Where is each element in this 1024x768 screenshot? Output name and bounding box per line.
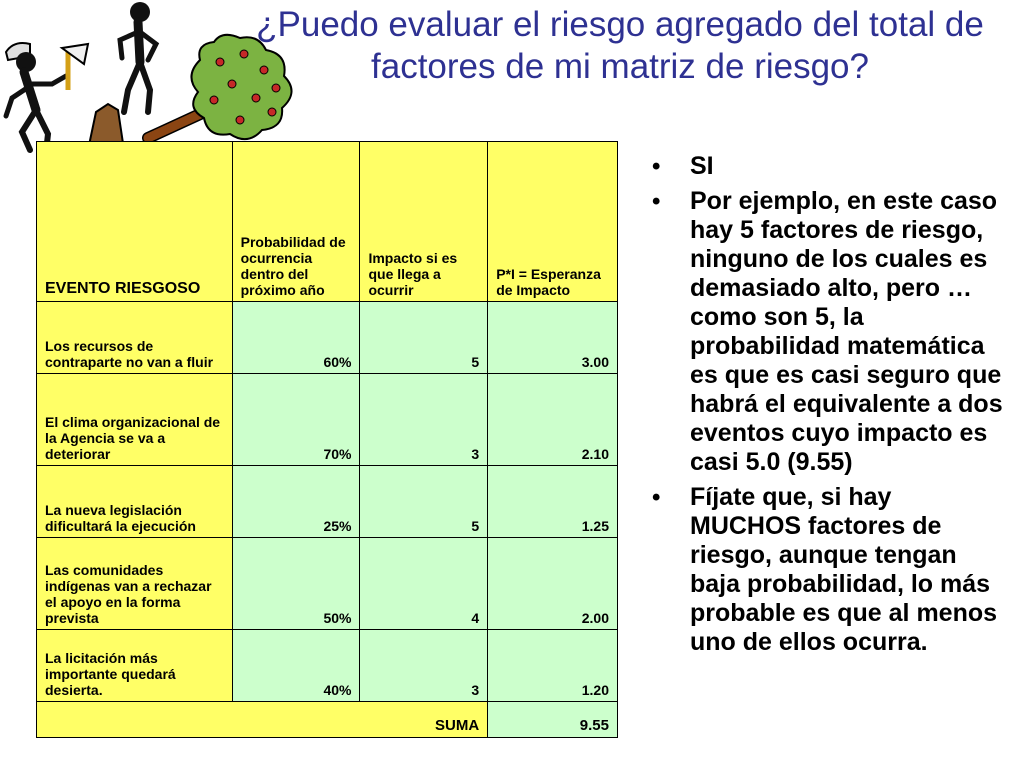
esperanza-cell: 2.10: [488, 374, 618, 466]
table-row: [37, 302, 618, 374]
esperanza-cell: 1.25: [488, 466, 618, 538]
esperanza-cell: 3.00: [488, 302, 618, 374]
bullet-dot-icon: •: [652, 153, 661, 180]
bullet-text: SI: [690, 152, 714, 180]
table-row: [37, 466, 618, 538]
standing-figure-icon: [120, 2, 156, 112]
table-row: [37, 630, 618, 702]
evento-cell: La licitación más importante quedará desierta.: [37, 630, 233, 702]
esperanza-cell: 1.20: [488, 630, 618, 702]
probabilidad-cell: 25%: [232, 466, 360, 538]
evento-cell: El clima organizacional de la Agencia se va a deteriorar: [37, 374, 233, 466]
bullet-dot-icon: •: [652, 188, 661, 215]
bullet-list: [648, 152, 1008, 663]
bullet-item: [648, 152, 1008, 181]
bullet-item: [648, 187, 1008, 477]
impacto-cell: 5: [360, 466, 488, 538]
evento-cell: La nueva legislación dificultará la ejecución: [37, 466, 233, 538]
probabilidad-cell: 70%: [232, 374, 360, 466]
header-evento: EVENTO RIESGOSO: [37, 142, 233, 302]
sum-label: SUMA: [37, 702, 488, 738]
header-probabilidad: Probabilidad de ocurrencia dentro del próximo año: [232, 142, 360, 302]
probabilidad-cell: 40%: [232, 630, 360, 702]
esperanza-cell: 2.00: [488, 538, 618, 630]
slide-title: ¿Puedo evaluar el riesgo agregado del total de factores de mi matriz de riesgo?: [256, 5, 984, 86]
impacto-cell: 3: [360, 630, 488, 702]
table-row: [37, 538, 618, 630]
sum-value: 9.55: [488, 702, 618, 738]
evento-cell: Las comunidades indígenas van a rechazar el apoyo en la forma prevista: [37, 538, 233, 630]
lumberjack-figure-icon: [6, 43, 88, 152]
table-row: [37, 374, 618, 466]
table-header-row: [37, 142, 618, 302]
header-impacto: Impacto si es que llega a ocurrir: [360, 142, 488, 302]
bullet-text: Fíjate que, si hay MUCHOS factores de riesgo, aunque tengan baja probabilidad, lo más probable es que al menos uno de ellos ocurra.: [690, 483, 998, 656]
bullet-dot-icon: •: [652, 484, 661, 511]
probabilidad-cell: 50%: [232, 538, 360, 630]
evento-cell: Los recursos de contraparte no van a fluir: [37, 302, 233, 374]
bullet-item: [648, 483, 1008, 657]
impacto-cell: 5: [360, 302, 488, 374]
impacto-cell: 4: [360, 538, 488, 630]
header-esperanza: P*I = Esperanza de Impacto: [488, 142, 618, 302]
sum-row: [37, 702, 618, 738]
bullet-text: Por ejemplo, en este caso hay 5 factores de riesgo, ninguno de los cuales es demasiado alto, pero … como son 5, la probabilidad matemática es que es casi seguro que habrá el equivalente a dos eventos cuyo impacto es casi 5.0 (9.55): [690, 187, 1003, 476]
impacto-cell: 3: [360, 374, 488, 466]
probabilidad-cell: 60%: [232, 302, 360, 374]
risk-matrix-table: [36, 141, 618, 738]
